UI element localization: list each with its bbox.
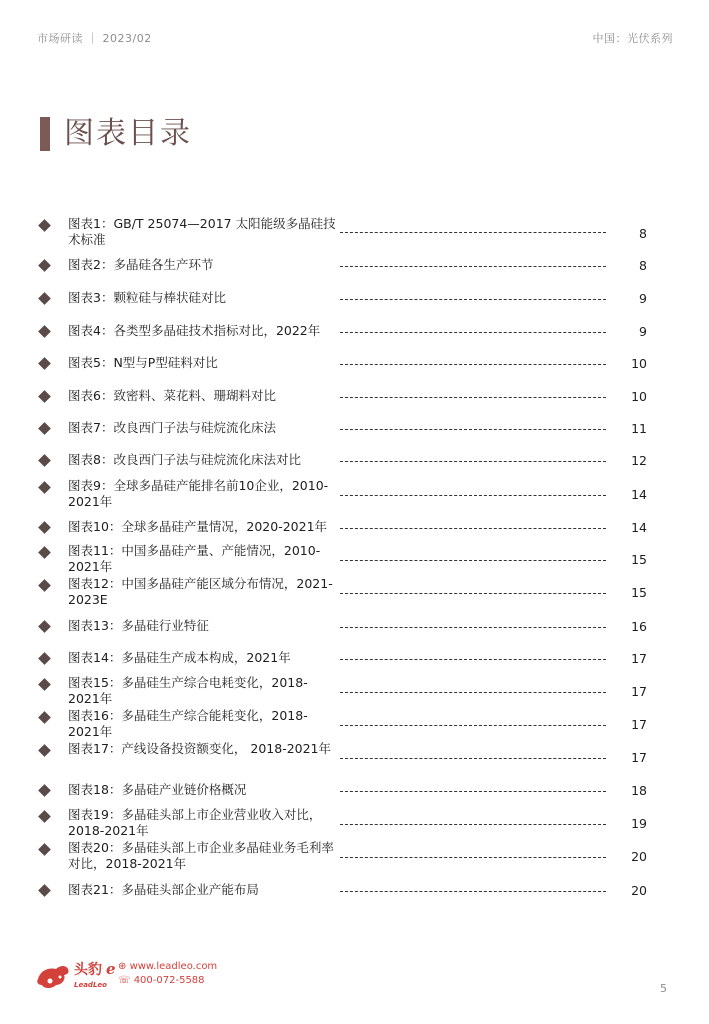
- toc-entry-page: 15: [631, 585, 647, 600]
- page-title-text: 图表目录: [64, 116, 192, 151]
- toc-entry-text[interactable]: 图表13：多晶硅行业特征: [68, 618, 209, 633]
- dot-leader: [340, 725, 606, 726]
- dot-leader: [340, 232, 606, 233]
- diamond-bullet-icon: [38, 422, 51, 435]
- website-link[interactable]: www.leadleo.com: [129, 961, 218, 972]
- toc-entry-page: 17: [631, 651, 647, 666]
- toc-entry[interactable]: [0, 355, 709, 389]
- diamond-bullet-icon: [38, 652, 51, 665]
- phone-icon: ☏: [118, 975, 134, 986]
- dot-leader: [340, 528, 606, 529]
- toc-entry-text[interactable]: 图表11：中国多晶硅产量、产能情况，2010-2021年: [68, 543, 321, 574]
- dot-leader: [340, 659, 606, 660]
- toc-entry[interactable]: [0, 543, 709, 577]
- toc-entry-page: 16: [631, 619, 647, 634]
- toc-entry-page: 14: [631, 520, 647, 535]
- toc-entry-text[interactable]: 图表1：GB/T 25074—2017 太阳能级多晶硅技术标准: [68, 216, 336, 247]
- toc-entry-text[interactable]: 图表16：多晶硅生产综合能耗变化，2018-2021年: [68, 708, 308, 739]
- toc-entry[interactable]: [0, 290, 709, 324]
- toc-entry-page: 19: [631, 816, 647, 831]
- dot-leader: [340, 461, 606, 462]
- diamond-bullet-icon: [38, 259, 51, 272]
- toc-entry[interactable]: [0, 576, 709, 610]
- diamond-bullet-icon: [38, 325, 51, 338]
- toc-entry[interactable]: [0, 323, 709, 357]
- svg-text:e: e: [106, 960, 116, 978]
- website-row[interactable]: [118, 960, 217, 974]
- toc-entry-text[interactable]: 图表21：多晶硅头部企业产能布局: [68, 882, 259, 897]
- dot-leader: [340, 266, 606, 267]
- header-right: 中国：光伏系列: [592, 32, 673, 45]
- toc-entry[interactable]: [0, 708, 709, 742]
- toc-entry[interactable]: [0, 215, 709, 249]
- dot-leader: [340, 332, 606, 333]
- toc-entry-text[interactable]: 图表19：多晶硅头部上市企业营业收入对比，2018-2021年: [68, 807, 322, 838]
- dot-leader: [340, 824, 606, 825]
- toc-entry[interactable]: [0, 741, 709, 775]
- dot-leader: [340, 692, 606, 693]
- dot-leader: [340, 560, 606, 561]
- toc-entry-text[interactable]: 图表18：多晶硅产业链价格概况: [68, 782, 247, 797]
- diamond-bullet-icon: [38, 481, 51, 494]
- title-accent-bar: [40, 117, 50, 151]
- dot-leader: [340, 397, 606, 398]
- dot-leader: [340, 891, 606, 892]
- brand-cn: 头豹: [74, 962, 102, 978]
- diamond-bullet-icon: [38, 884, 51, 897]
- diamond-bullet-icon: [38, 620, 51, 633]
- toc-entry[interactable]: [0, 420, 709, 454]
- diamond-bullet-icon: [38, 843, 51, 856]
- toc-entry-text[interactable]: 图表9：全球多晶硅产能排名前10企业，2010-2021年: [68, 478, 329, 509]
- diamond-bullet-icon: [38, 390, 51, 403]
- toc-entry[interactable]: [0, 807, 709, 841]
- dot-leader: [340, 791, 606, 792]
- toc-entry-page: 11: [631, 421, 647, 436]
- toc-entry-text[interactable]: 图表5：N型与P型硅料对比: [68, 355, 218, 370]
- toc-entry[interactable]: [0, 618, 709, 652]
- toc-entry-page: 8: [639, 226, 647, 241]
- toc-entry-page: 20: [631, 849, 647, 864]
- dot-leader: [340, 857, 606, 858]
- page-title: [40, 114, 192, 154]
- dot-leader: [340, 758, 606, 759]
- toc-entry[interactable]: [0, 882, 709, 916]
- toc-entry[interactable]: [0, 478, 709, 512]
- brand-en: LeadLeo: [74, 981, 107, 989]
- diamond-bullet-icon: [38, 454, 51, 467]
- diamond-bullet-icon: [38, 579, 51, 592]
- toc-entry-page: 17: [631, 684, 647, 699]
- toc-entry-text[interactable]: 图表8：改良西门子法与硅烷流化床法对比: [68, 452, 301, 467]
- toc-entry-page: 9: [639, 291, 647, 306]
- toc-entry-page: 14: [631, 487, 647, 502]
- phone-number: 400-072-5588: [133, 975, 205, 986]
- toc-entry-text[interactable]: 图表15：多晶硅生产综合电耗变化，2018-2021年: [68, 675, 308, 706]
- dot-leader: [340, 495, 606, 496]
- dot-leader: [340, 429, 606, 430]
- dot-leader: [340, 593, 606, 594]
- toc-entry[interactable]: [0, 675, 709, 709]
- toc-entry-page: 17: [631, 750, 647, 765]
- page-number: 5: [660, 982, 667, 995]
- footer-contact: [118, 960, 217, 988]
- diamond-bullet-icon: [38, 521, 51, 534]
- toc-entry-page: 17: [631, 717, 647, 732]
- diamond-bullet-icon: [38, 744, 51, 757]
- toc-entry-page: 15: [631, 552, 647, 567]
- toc-entry-text[interactable]: 图表20：多晶硅头部上市企业多晶硅业务毛利率对比，2018-2021年: [68, 840, 334, 871]
- toc-entry-page: 9: [639, 324, 647, 339]
- toc-entry-text[interactable]: 图表17：产线设备投资额变化， 2018-2021年: [68, 741, 332, 756]
- dot-leader: [340, 627, 606, 628]
- toc-entry[interactable]: [0, 388, 709, 422]
- diamond-bullet-icon: [38, 219, 51, 232]
- toc-entry-text[interactable]: 图表7：改良西门子法与硅烷流化床法: [68, 420, 276, 435]
- globe-icon: ⊕: [118, 961, 130, 972]
- toc-entry-page: 10: [631, 389, 647, 404]
- phone-row: [118, 974, 217, 988]
- toc-entry[interactable]: [0, 840, 709, 874]
- toc-entry-text[interactable]: 图表4：各类型多晶硅技术指标对比，2022年: [68, 323, 321, 338]
- toc-entry-text[interactable]: 图表6：致密料、菜花料、珊瑚料对比: [68, 388, 276, 403]
- toc-entry-page: 12: [631, 453, 647, 468]
- diamond-bullet-icon: [38, 784, 51, 797]
- diamond-bullet-icon: [38, 357, 51, 370]
- toc-entry-text[interactable]: 图表3：颗粒硅与棒状硅对比: [68, 290, 226, 305]
- toc-entry-text[interactable]: 图表12：中国多晶硅产能区域分布情况，2021-2023E: [68, 576, 333, 607]
- diamond-bullet-icon: [38, 678, 51, 691]
- dot-leader: [340, 299, 606, 300]
- toc-entry-page: 20: [631, 883, 647, 898]
- toc-entry-page: 18: [631, 783, 647, 798]
- toc-entry-text[interactable]: 图表2：多晶硅各生产环节: [68, 257, 214, 272]
- diamond-bullet-icon: [38, 546, 51, 559]
- toc-entry[interactable]: [0, 257, 709, 291]
- diamond-bullet-icon: [38, 711, 51, 724]
- diamond-bullet-icon: [38, 292, 51, 305]
- toc-entry-page: 8: [639, 258, 647, 273]
- dot-leader: [340, 364, 606, 365]
- header-left: 市场研读 ｜ 2023/02: [37, 32, 152, 45]
- diamond-bullet-icon: [38, 810, 51, 823]
- toc-entry-text[interactable]: 图表14：多晶硅生产成本构成，2021年: [68, 650, 291, 665]
- toc-entry-page: 10: [631, 356, 647, 371]
- toc-entry-text[interactable]: 图表10：全球多晶硅产量情况，2020-2021年: [68, 519, 328, 534]
